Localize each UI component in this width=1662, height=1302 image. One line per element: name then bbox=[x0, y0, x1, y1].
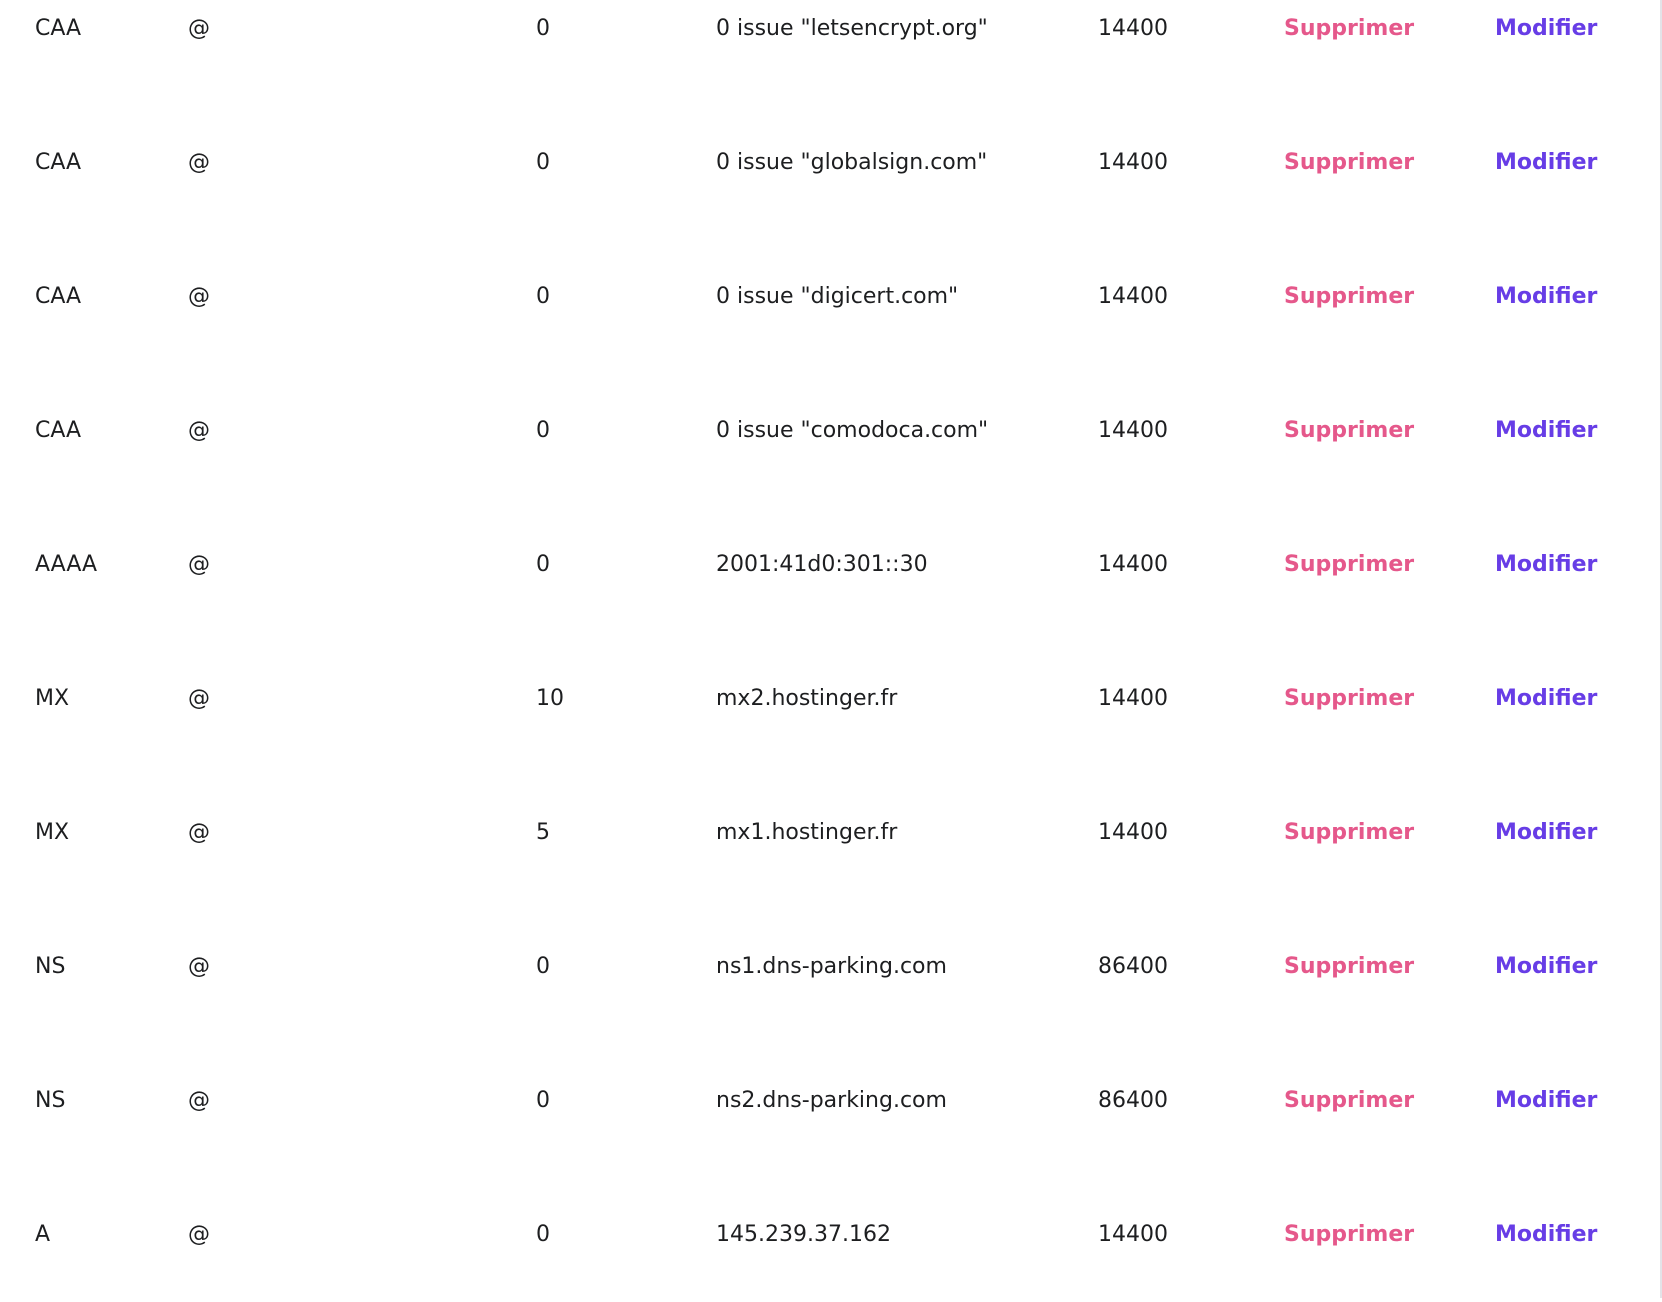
record-ttl-cell: 14400 bbox=[1098, 1222, 1168, 1247]
delete-record-button[interactable]: Supprimer bbox=[1284, 1222, 1415, 1247]
record-ttl-cell: 14400 bbox=[1098, 16, 1168, 41]
table-row bbox=[0, 498, 1660, 632]
record-priority-cell: 0 bbox=[536, 1222, 550, 1247]
edit-record-button[interactable]: Modifier bbox=[1495, 16, 1598, 41]
record-name-cell: @ bbox=[188, 954, 210, 979]
edit-record-button[interactable]: Modifier bbox=[1495, 1088, 1598, 1113]
record-content-cell: 145.239.37.162 bbox=[716, 1222, 891, 1247]
delete-record-button[interactable]: Supprimer bbox=[1284, 552, 1415, 577]
record-type-cell: A bbox=[35, 1222, 51, 1247]
delete-record-button[interactable]: Supprimer bbox=[1284, 16, 1415, 41]
record-priority-cell: 10 bbox=[536, 686, 564, 711]
record-ttl-cell: 14400 bbox=[1098, 284, 1168, 309]
delete-record-button[interactable]: Supprimer bbox=[1284, 150, 1415, 175]
record-content-cell: mx2.hostinger.fr bbox=[716, 686, 898, 711]
record-type-cell: AAAA bbox=[35, 552, 98, 577]
record-content-cell: 0 issue "globalsign.com" bbox=[716, 150, 988, 175]
table-row bbox=[0, 1034, 1660, 1168]
record-content-cell: 0 issue "digicert.com" bbox=[716, 284, 959, 309]
delete-record-button[interactable]: Supprimer bbox=[1284, 284, 1415, 309]
table-row bbox=[0, 0, 1660, 96]
delete-record-button[interactable]: Supprimer bbox=[1284, 954, 1415, 979]
record-ttl-cell: 14400 bbox=[1098, 552, 1168, 577]
delete-record-button[interactable]: Supprimer bbox=[1284, 418, 1415, 443]
record-content-cell: ns2.dns-parking.com bbox=[716, 1088, 947, 1113]
record-type-cell: MX bbox=[35, 686, 70, 711]
record-content-cell: 2001:41d0:301::30 bbox=[716, 552, 928, 577]
record-priority-cell: 0 bbox=[536, 150, 550, 175]
record-priority-cell: 0 bbox=[536, 1088, 550, 1113]
record-ttl-cell: 14400 bbox=[1098, 150, 1168, 175]
record-type-cell: MX bbox=[35, 820, 70, 845]
record-name-cell: @ bbox=[188, 418, 210, 443]
record-type-cell: NS bbox=[35, 954, 66, 979]
edit-record-button[interactable]: Modifier bbox=[1495, 1222, 1598, 1247]
record-type-cell: CAA bbox=[35, 418, 82, 443]
record-ttl-cell: 14400 bbox=[1098, 820, 1168, 845]
record-type-cell: CAA bbox=[35, 16, 82, 41]
record-name-cell: @ bbox=[188, 284, 210, 309]
record-priority-cell: 0 bbox=[536, 552, 550, 577]
edit-record-button[interactable]: Modifier bbox=[1495, 820, 1598, 845]
record-name-cell: @ bbox=[188, 1088, 210, 1113]
record-name-cell: @ bbox=[188, 150, 210, 175]
edit-record-button[interactable]: Modifier bbox=[1495, 418, 1598, 443]
record-content-cell: mx1.hostinger.fr bbox=[716, 820, 898, 845]
table-row bbox=[0, 1168, 1660, 1302]
record-priority-cell: 0 bbox=[536, 418, 550, 443]
record-priority-cell: 0 bbox=[536, 284, 550, 309]
record-priority-cell: 5 bbox=[536, 820, 550, 845]
record-name-cell: @ bbox=[188, 16, 210, 41]
record-priority-cell: 0 bbox=[536, 954, 550, 979]
record-priority-cell: 0 bbox=[536, 16, 550, 41]
delete-record-button[interactable]: Supprimer bbox=[1284, 1088, 1415, 1113]
record-name-cell: @ bbox=[188, 552, 210, 577]
edit-record-button[interactable]: Modifier bbox=[1495, 150, 1598, 175]
edit-record-button[interactable]: Modifier bbox=[1495, 552, 1598, 577]
record-content-cell: 0 issue "letsencrypt.org" bbox=[716, 16, 988, 41]
record-ttl-cell: 86400 bbox=[1098, 954, 1168, 979]
delete-record-button[interactable]: Supprimer bbox=[1284, 820, 1415, 845]
table-row bbox=[0, 900, 1660, 1034]
record-content-cell: ns1.dns-parking.com bbox=[716, 954, 947, 979]
table-row bbox=[0, 96, 1660, 230]
record-type-cell: CAA bbox=[35, 150, 82, 175]
record-name-cell: @ bbox=[188, 686, 210, 711]
record-ttl-cell: 86400 bbox=[1098, 1088, 1168, 1113]
record-type-cell: NS bbox=[35, 1088, 66, 1113]
record-ttl-cell: 14400 bbox=[1098, 686, 1168, 711]
table-row bbox=[0, 364, 1660, 498]
record-ttl-cell: 14400 bbox=[1098, 418, 1168, 443]
record-type-cell: CAA bbox=[35, 284, 82, 309]
table-row bbox=[0, 766, 1660, 900]
edit-record-button[interactable]: Modifier bbox=[1495, 954, 1598, 979]
record-name-cell: @ bbox=[188, 1222, 210, 1247]
table-row bbox=[0, 632, 1660, 766]
record-name-cell: @ bbox=[188, 820, 210, 845]
table-row bbox=[0, 230, 1660, 364]
record-content-cell: 0 issue "comodoca.com" bbox=[716, 418, 989, 443]
delete-record-button[interactable]: Supprimer bbox=[1284, 686, 1415, 711]
edit-record-button[interactable]: Modifier bbox=[1495, 284, 1598, 309]
edit-record-button[interactable]: Modifier bbox=[1495, 686, 1598, 711]
